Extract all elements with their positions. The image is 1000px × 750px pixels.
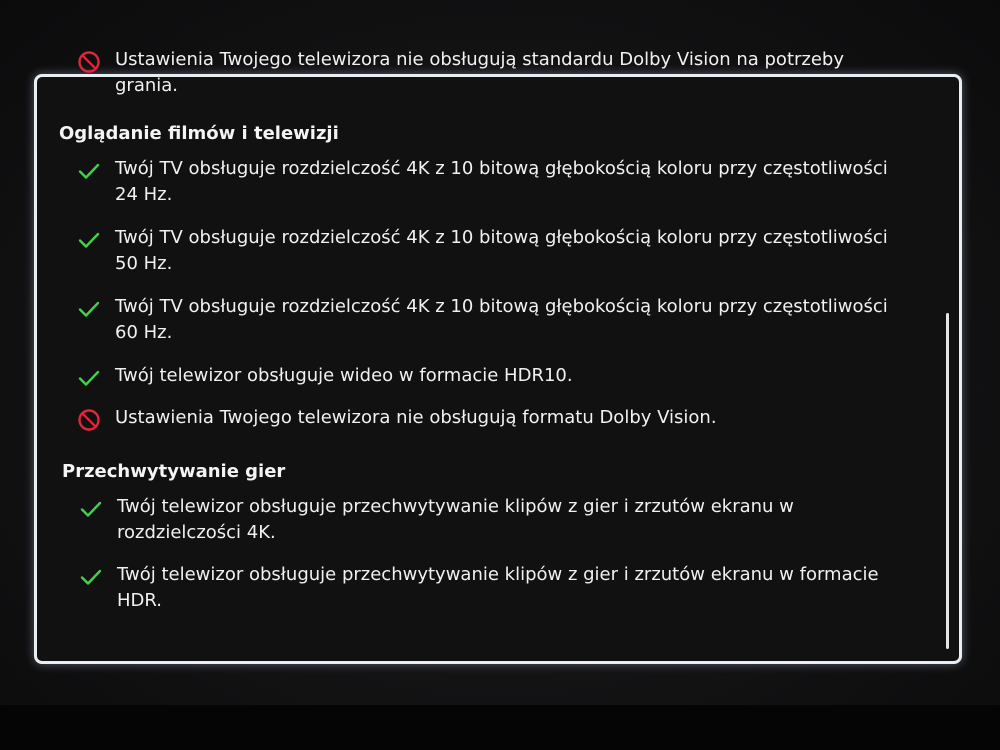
tv-bezel: [0, 705, 1000, 750]
list-item-hdr10: [37, 363, 895, 389]
checkmark-icon: [79, 497, 103, 521]
prohibited-icon: [77, 50, 101, 74]
list-item-text: Twój TV obsługuje rozdzielczość 4K z 10 bitową głębokością koloru przy częstotliwości 60 Hz.: [115, 296, 888, 343]
panel-scroll-content: [37, 47, 917, 614]
list-item-text: Twój telewizor obsługuje wideo w formacie HDR10.: [115, 365, 573, 386]
list-item-dolby-vision-gaming: [37, 47, 895, 99]
checkmark-icon: [79, 565, 103, 589]
section-heading-game-capture: Przechwytywanie gier: [62, 461, 286, 482]
list-item-text: Twój telewizor obsługuje przechwytywanie klipów z gier i zrzutów ekranu w formacie HDR.: [117, 564, 879, 611]
list-item-dolby-vision: [37, 405, 895, 431]
hdr-capabilities-panel: [34, 49, 962, 664]
checkmark-icon: [77, 297, 101, 321]
scrollbar[interactable]: [946, 313, 949, 649]
list-item-text: Ustawienia Twojego telewizora nie obsługują formatu Dolby Vision.: [115, 407, 717, 428]
checkmark-icon: [77, 159, 101, 183]
list-item-capture-4k: [37, 494, 897, 546]
list-item-capture-hdr: [37, 562, 897, 614]
checkmark-icon: [77, 366, 101, 390]
list-item-text: Twój TV obsługuje rozdzielczość 4K z 10 bitową głębokością koloru przy częstotliwości 24 Hz.: [115, 158, 888, 205]
section-heading-movies-tv: Oglądanie filmów i telewizji: [59, 123, 339, 144]
prohibited-icon: [77, 408, 101, 432]
list-item-4k-24hz: [37, 156, 895, 208]
list-item-4k-60hz: [37, 294, 895, 346]
list-item-text: Twój TV obsługuje rozdzielczość 4K z 10 bitową głębokością koloru przy częstotliwości 50 Hz.: [115, 227, 888, 274]
list-item-4k-50hz: [37, 225, 895, 277]
list-item-text: Ustawienia Twojego telewizora nie obsługują standardu Dolby Vision na potrzeby grania.: [115, 49, 844, 96]
checkmark-icon: [77, 228, 101, 252]
list-item-text: Twój telewizor obsługuje przechwytywanie klipów z gier i zrzutów ekranu w rozdzielczości 4K.: [117, 496, 794, 543]
